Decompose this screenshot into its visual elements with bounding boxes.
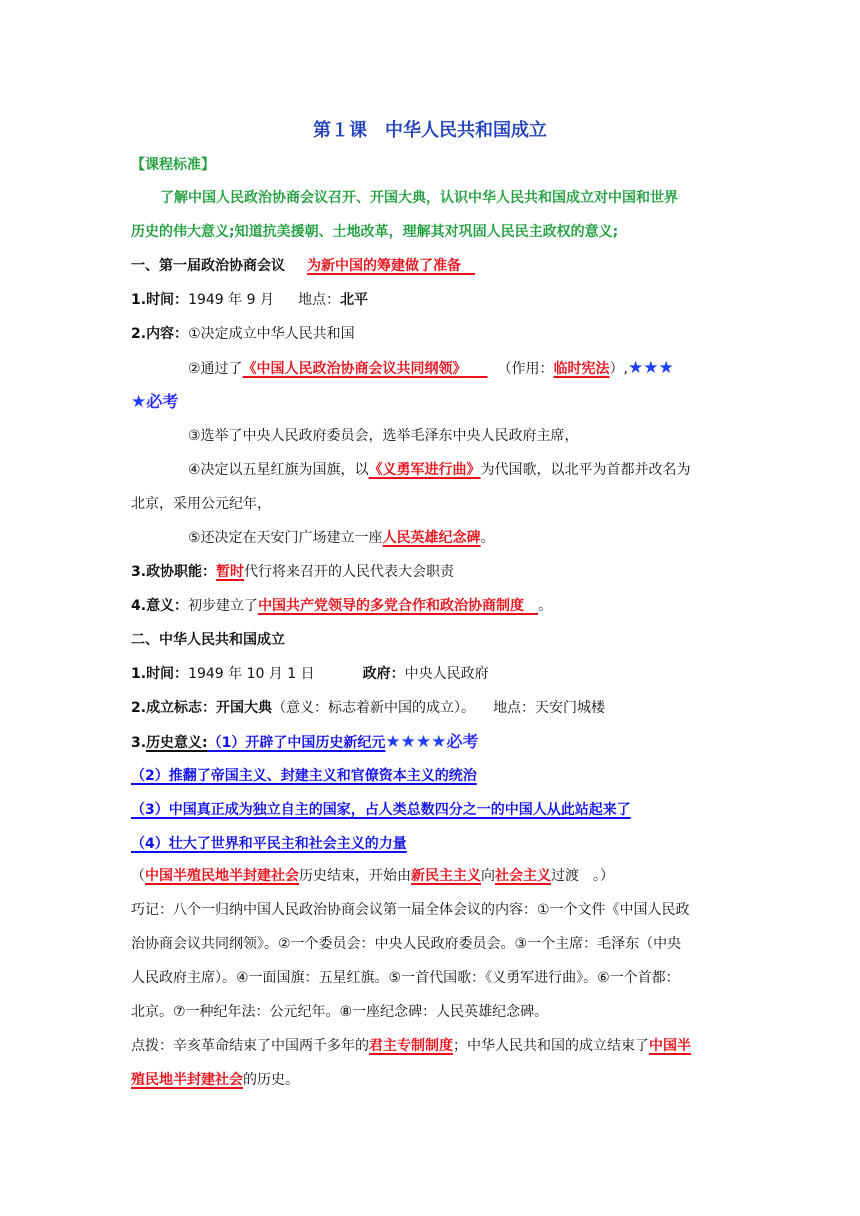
section1-heading: 一、第一届政治协商会议: [131, 258, 285, 274]
s1-time-value: 1949 年 9 月: [188, 292, 274, 308]
s2-mark-key: 成立标志：开国大典: [146, 700, 273, 716]
s2-gov-key: 政府：: [362, 666, 405, 682]
provisional-constitution: 临时宪法: [553, 361, 610, 377]
s1-func-num: 3.: [131, 564, 147, 580]
s2-mark-text: （意义：标志着新中国的成立）。: [272, 700, 476, 716]
section1-note: 为新中国的筹建做了准备: [307, 258, 461, 274]
multi-party-system: 中国共产党领导的多党合作和政治协商制度: [258, 598, 525, 614]
s2-time-num: 1.: [131, 666, 147, 682]
standard-line-2: 历史的伟大意义;知道抗美援朝、土地改革，理解其对巩固人民民主政权的意义;: [131, 224, 619, 240]
s2-mark-row: [131, 698, 605, 718]
s2-time-row: [131, 664, 489, 684]
new-democracy: 新民主主义: [411, 868, 481, 884]
transition-mid-1: 历史结束，开始由: [299, 868, 411, 884]
s2-time-value: 1949 年 10 月 1 日: [188, 666, 315, 682]
hint-suffix: 的历史。: [243, 1072, 299, 1088]
s1-sig-prefix: 初步建立了: [188, 598, 259, 614]
history-point-3: （3）中国真正成为独立自主的国家，占人类总数四分之一的中国人从此站起来了: [131, 802, 631, 818]
must-test-label: 必考: [146, 392, 179, 411]
s1-content-item-4-cont: 北京，采用公元纪年，: [131, 496, 271, 512]
s2-gov-value: 中央人民政府: [404, 666, 489, 682]
hint-prefix: 点拨：辛亥革命结束了中国两千多年的: [131, 1038, 369, 1054]
semi-colonial-society: 中国半殖民地半封建社会: [145, 868, 299, 884]
s1-content-item-2: [188, 358, 674, 379]
s1-content-num: 2.: [131, 326, 147, 342]
history-point-1: （1）开辟了中国历史新纪元: [207, 735, 386, 751]
s1-time-key: 时间：: [146, 292, 189, 308]
tips-line-1: 巧记：八个一归纳中国人民政治协商会议第一届全体会议的内容：①一个文件《中国人民政: [131, 902, 690, 918]
c5-prefix: ⑤还决定在天安门广场建立一座: [188, 530, 383, 546]
s1-sig-suffix: 。: [538, 598, 553, 614]
common-program: 《中国人民政治协商会议共同纲领》: [242, 361, 467, 377]
semi-colonial-part-1: 中国半: [649, 1038, 691, 1054]
tips-line-2: 治协商会议共同纲领》。②一个委员会：中央人民政府委员会。③一个主席：毛泽东（中央: [131, 936, 682, 952]
s1-place-value: 北平: [339, 292, 368, 308]
c2-mid: （作用：: [497, 361, 554, 377]
s1-content-row: [131, 324, 355, 344]
s1-significance-row: [131, 596, 552, 616]
temporary-label: 暂时: [216, 564, 245, 580]
s1-sig-num: 4.: [131, 598, 147, 614]
hint-line-2: [131, 1070, 299, 1090]
s1-content-item-3: ③选举了中央人民政府委员会，选举毛泽东中央人民政府主席，: [188, 428, 579, 444]
s2-mark-num: 2.: [131, 700, 147, 716]
s1-place-key: 地点：: [297, 292, 340, 308]
c4-prefix: ④决定以五星红旗为国旗，以: [188, 462, 369, 478]
star-rating-icon: ★★★: [628, 358, 674, 378]
anthem-name: 《义勇军进行曲》: [368, 462, 481, 478]
c2-suffix: ）,: [609, 361, 629, 377]
s2-history-row: [131, 732, 478, 753]
s2-hist-key: 历史意义:: [146, 735, 208, 751]
s2-hist-num: 3.: [131, 735, 147, 751]
hint-mid: ；中华人民共和国的成立结束了: [453, 1038, 649, 1054]
must-test-label: 必考: [446, 732, 479, 751]
s2-transition-row: [131, 866, 614, 886]
s1-content-item-5: [188, 528, 495, 548]
tips-line-4: 北京。⑦一种纪年法：公元纪年。⑧一座纪念碑：人民英雄纪念碑。: [131, 1004, 549, 1020]
c5-suffix: 。: [480, 530, 495, 546]
s2-time-key: 时间：: [146, 666, 189, 682]
transition-suffix: 过渡 。）: [551, 868, 614, 884]
s1-content-key: 内容：: [146, 326, 189, 342]
history-point-2: （2）推翻了帝国主义、封建主义和官僚资本主义的统治: [131, 768, 477, 784]
s1-time-num: 1.: [131, 292, 147, 308]
autocracy-system: 君主专制制度: [369, 1038, 453, 1054]
tips-line-3: 人民政府主席）。④一面国旗：五星红旗。⑤一首代国歌：《义勇军进行曲》。⑥一个首都：: [131, 970, 680, 986]
transition-mid-2: 向: [481, 868, 495, 884]
c2-prefix: ②通过了: [188, 361, 243, 377]
star-rating-icon: ★★★★: [385, 732, 447, 752]
s1-must-row: [131, 392, 178, 413]
s1-function-row: [131, 562, 454, 582]
standard-line-1: 了解中国人民政治协商会议召开、开国大典，认识中华人民共和国成立对中国和世界: [160, 190, 678, 206]
s2-mark-place: 地点：天安门城楼: [493, 700, 606, 716]
s1-time-row: [131, 290, 368, 310]
s1-content-item-4: [188, 460, 691, 480]
history-point-4: （4）壮大了世界和平民主和社会主义的力量: [131, 836, 407, 852]
lesson-title: 第１课 中华人民共和国成立: [313, 120, 547, 141]
semi-colonial-part-2: 殖民地半封建社会: [131, 1072, 243, 1088]
star-icon: ★: [131, 392, 147, 412]
socialism: 社会主义: [495, 868, 551, 884]
s1-content-item-1: ①决定成立中华人民共和国: [188, 326, 355, 342]
monument-name: 人民英雄纪念碑: [382, 530, 481, 546]
section2-heading: 二、中华人民共和国成立: [131, 632, 285, 648]
s1-func-text: 代行将来召开的人民代表大会职责: [244, 564, 455, 580]
s1-func-key: 政协职能：: [146, 564, 217, 580]
standard-heading: 【课程标准】: [131, 157, 215, 173]
hint-line-1: [131, 1036, 691, 1056]
c4-suffix: 为代国歌，以北平为首都并改名为: [480, 462, 691, 478]
section1-row: [131, 256, 475, 276]
paren-open: （: [131, 868, 145, 884]
s1-sig-key: 意义：: [146, 598, 189, 614]
